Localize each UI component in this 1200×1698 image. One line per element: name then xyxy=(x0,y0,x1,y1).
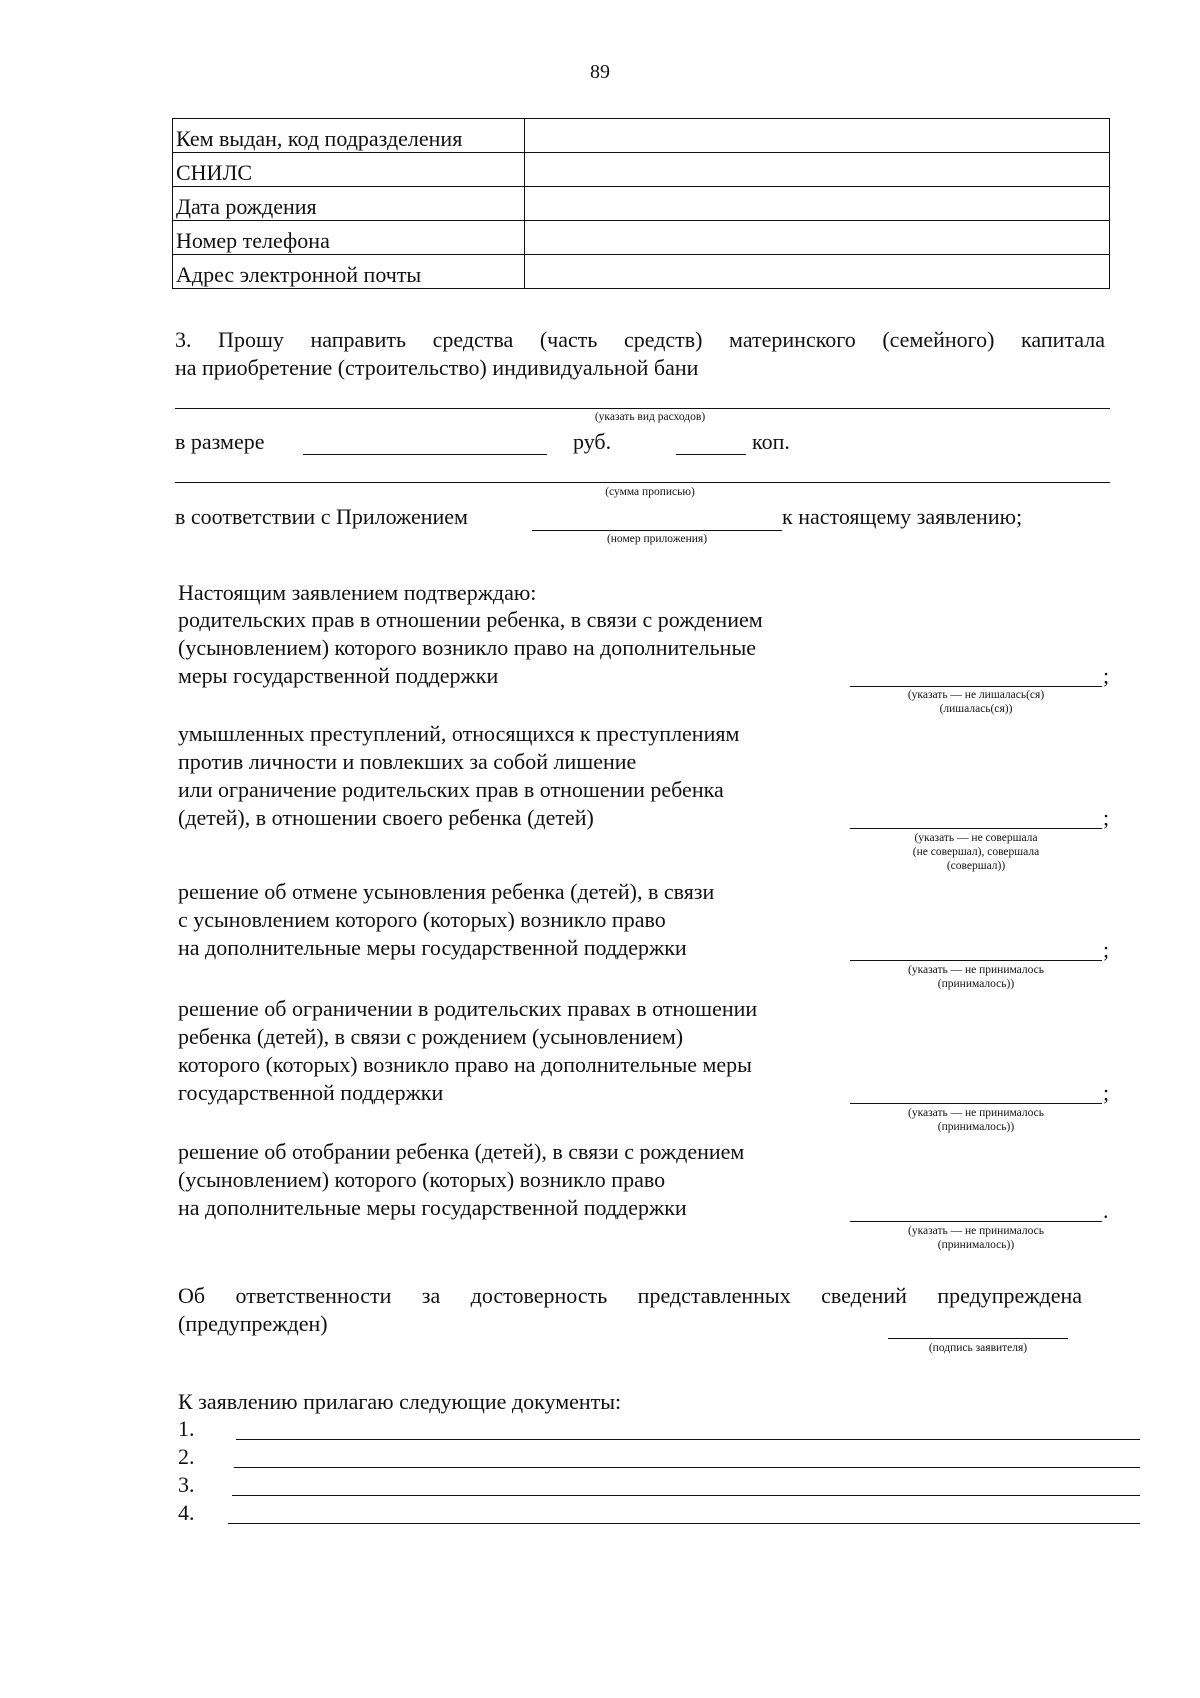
appendix-number-line[interactable] xyxy=(532,530,782,531)
row-value-birth-date[interactable] xyxy=(525,187,1110,221)
responsibility-line2: (предупрежден) xyxy=(178,1311,328,1336)
confirm-item-5-punct: . xyxy=(1103,1198,1109,1223)
row-value-snils[interactable] xyxy=(525,153,1110,187)
sum-in-words-line[interactable] xyxy=(175,482,1110,483)
signature-line[interactable] xyxy=(888,1338,1068,1339)
page-number: 89 xyxy=(590,61,610,83)
document-number-2: 2. xyxy=(178,1444,195,1469)
confirm-heading: Настоящим заявлением подтверждаю: xyxy=(178,580,537,605)
document-number-3: 3. xyxy=(178,1472,195,1497)
confirm-item-5: решение об отобрании ребенка (детей), в связи с рождением (усыновлением) которого (которых) возникло право на дополнительные меры государственной поддержки xyxy=(178,1139,745,1220)
confirm-item-4-punct: ; xyxy=(1103,1080,1110,1105)
row-label-snils: СНИЛС xyxy=(173,153,525,187)
document-line-1[interactable] xyxy=(236,1439,1140,1440)
confirm-item-2: умышленных преступлений, относящихся к преступлениям против личности и повлекших за собой лишение или ограничение родительских прав в отношении ребенка (детей), в отношении своего ребенка (детей) xyxy=(178,721,740,830)
confirm-item-5-answer-line[interactable] xyxy=(850,1221,1102,1222)
confirm-item-2-punct: ; xyxy=(1103,805,1110,830)
rub-label: руб. xyxy=(573,429,612,454)
confirm-item-1-caption: (указать — не лишалась(ся) (лишалась(ся)) xyxy=(907,689,1045,715)
confirm-item-2-caption: (указать — не совершала (не совершал), совершала (совершал)) xyxy=(912,832,1040,872)
document-number-4: 4. xyxy=(178,1500,195,1525)
appendix-label: в соответствии с Приложением xyxy=(175,504,468,529)
confirm-item-4-caption: (указать — не принималось (принималось)) xyxy=(908,1107,1044,1133)
table-row xyxy=(173,255,1110,289)
expense-type-line[interactable] xyxy=(175,408,1110,409)
applicant-info-table xyxy=(172,118,1110,289)
document-line-3[interactable] xyxy=(232,1495,1140,1496)
sum-in-words-caption: (сумма прописью) xyxy=(605,486,695,498)
amount-label: в размере xyxy=(175,429,265,454)
confirm-item-3: решение об отмене усыновления ребенка (детей), в связи с усыновлением которого (которых) возникло право на дополнительные меры государственной поддержки xyxy=(178,879,715,960)
confirm-item-1-punct: ; xyxy=(1103,663,1110,688)
document-line-2[interactable] xyxy=(234,1467,1140,1468)
row-value-phone[interactable] xyxy=(525,221,1110,255)
section3-line2: на приобретение (строительство) индивидуальной бани xyxy=(175,355,699,380)
kop-label: коп. xyxy=(752,429,790,454)
confirm-item-5-caption: (указать — не принималось (принималось)) xyxy=(908,1225,1044,1251)
confirm-item-4-answer-line[interactable] xyxy=(850,1103,1102,1104)
confirm-item-1: родительских прав в отношении ребенка, в связи с рождением (усыновлением) которого возникло право на дополнительные меры государственной поддержки xyxy=(178,607,763,688)
confirm-item-3-answer-line[interactable] xyxy=(850,960,1102,961)
signature-caption: (подпись заявителя) xyxy=(928,1342,1028,1354)
confirm-item-2-answer-line[interactable] xyxy=(850,828,1102,829)
table-row xyxy=(173,153,1110,187)
row-value-issued-by[interactable] xyxy=(525,119,1110,153)
document-number-1: 1. xyxy=(178,1416,195,1441)
row-label-birth-date: Дата рождения xyxy=(173,187,525,221)
confirm-item-1-answer-line[interactable] xyxy=(850,686,1102,687)
row-value-email[interactable] xyxy=(525,255,1110,289)
expense-type-caption: (указать вид расходов) xyxy=(594,411,706,423)
amount-rub-line[interactable] xyxy=(303,454,547,455)
section3-line1: 3. Прошу направить средства (часть средств) материнского (семейного) капитала xyxy=(175,327,1105,352)
responsibility-line1: Об ответственности за достоверность представленных сведений предупреждена xyxy=(178,1283,1082,1308)
table-row xyxy=(173,187,1110,221)
table-row xyxy=(173,119,1110,153)
confirm-item-4: решение об ограничении в родительских правах в отношении ребенка (детей), в связи с рождением (усыновлением) которого (которых) возникло право на дополнительные меры государственной поддержки xyxy=(178,996,758,1105)
table-row xyxy=(173,221,1110,255)
confirm-item-3-punct: ; xyxy=(1103,937,1110,962)
appendix-suffix: к настоящему заявлению; xyxy=(782,504,1023,529)
documents-heading: К заявлению прилагаю следующие документы: xyxy=(178,1389,622,1414)
row-label-email: Адрес электронной почты xyxy=(173,255,525,289)
appendix-number-caption: (номер приложения) xyxy=(606,533,708,545)
confirm-item-3-caption: (указать — не принималось (принималось)) xyxy=(908,964,1044,990)
row-label-phone: Номер телефона xyxy=(173,221,525,255)
amount-kop-line[interactable] xyxy=(676,454,746,455)
row-label-issued-by: Кем выдан, код подразделения xyxy=(173,119,525,153)
document-line-4[interactable] xyxy=(228,1523,1140,1524)
